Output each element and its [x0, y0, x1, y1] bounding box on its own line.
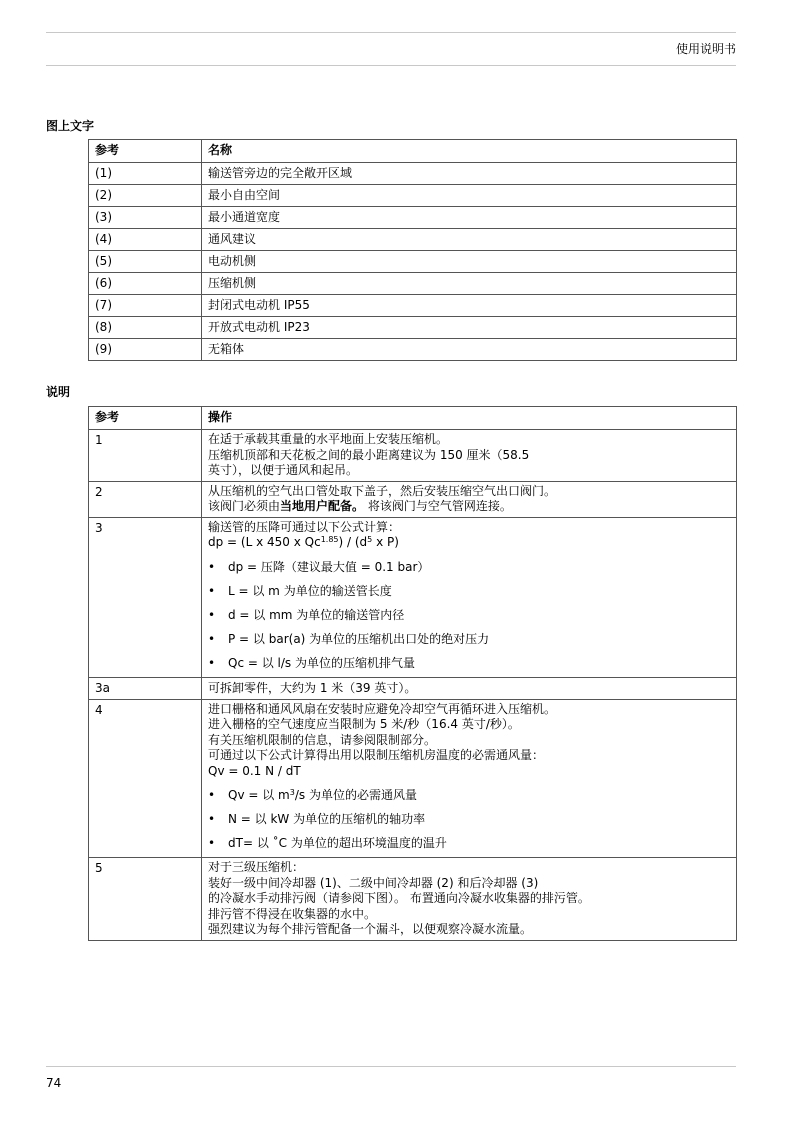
legend-table	[88, 139, 737, 361]
list-item-text: P = 以 bar(a) 为单位的压缩机出口处的绝对压力	[228, 631, 490, 646]
bullet-icon: •	[208, 583, 216, 598]
note-line: 强烈建议为每个排污管配备一个漏斗，以便观察冷凝水流量。	[208, 922, 533, 936]
table-row	[89, 430, 737, 482]
note-text	[202, 481, 737, 517]
formula: Qv = 0.1 N / dT	[208, 763, 301, 778]
table-row	[89, 699, 737, 858]
legend-ref: (6)	[89, 273, 202, 295]
table-row	[89, 273, 737, 295]
legend-section-title: 图上文字	[46, 119, 95, 133]
list-item-text: dp = 压降（建议最大值 = 0.1 bar）	[228, 559, 430, 574]
formula-superscript: 5	[367, 535, 373, 544]
legend-ref: (8)	[89, 317, 202, 339]
note-line: 进入栅格的空气速度应当限制为 5 米/秒（16.4 英寸/秒）。	[208, 717, 520, 731]
bullet-icon: •	[208, 788, 216, 802]
legend-ref: (9)	[89, 339, 202, 361]
legend-ref: (7)	[89, 295, 202, 317]
note-line: 从压缩机的空气出口管处取下盖子，然后安装压缩空气出口阀门。	[208, 483, 557, 498]
notes-table	[88, 406, 737, 941]
legend-ref: (4)	[89, 229, 202, 251]
note-line: 在适于承载其重量的水平地面上安装压缩机。	[208, 432, 449, 446]
table-row	[89, 185, 737, 207]
bullet-icon: •	[208, 836, 216, 850]
note-line-post: 将该阀门与空气管网连接。	[364, 499, 512, 513]
formula-part: ) / (d	[338, 535, 368, 549]
legend-name: 开放式电动机 IP23	[202, 317, 737, 339]
header-rule-bottom	[46, 65, 736, 66]
note-line: 有关压缩机限制的信息，请参阅限制部分。	[208, 732, 437, 747]
notes-section-title: 说明	[46, 385, 71, 399]
list-item	[208, 560, 730, 575]
note-ref: 5	[89, 858, 202, 941]
legend-name: 压缩机侧	[202, 273, 737, 295]
note-line: 排污管不得浸在收集器的水中。	[208, 906, 377, 921]
note-text	[202, 430, 737, 482]
bullet-icon: •	[208, 631, 216, 646]
note-line: 装好一级中间冷却器 (1)、二级中间冷却器 (2) 和后冷却器 (3)	[208, 875, 539, 890]
note-line: 英寸），以便于通风和起吊。	[208, 463, 359, 477]
legend-col-ref: 参考	[89, 140, 202, 163]
bullet-icon: •	[208, 655, 216, 670]
list-item	[208, 656, 730, 671]
table-row	[89, 339, 737, 361]
note-text	[202, 699, 737, 858]
list-item	[208, 812, 730, 827]
bullet-icon: •	[208, 559, 216, 574]
note-line: 压缩机顶部和天花板之间的最小距离建议为 150 厘米（58.5	[208, 447, 530, 462]
table-row	[89, 207, 737, 229]
note-ref: 1	[89, 430, 202, 482]
table-row	[89, 517, 737, 677]
table-row	[89, 677, 737, 699]
legend-header-row	[89, 140, 737, 163]
note-ref: 3a	[89, 677, 202, 699]
table-row	[89, 229, 737, 251]
list-item	[208, 788, 730, 803]
superscript: 3	[289, 788, 295, 797]
list-item-text: dT= 以 ˚C 为单位的超出环境温度的温升	[228, 836, 447, 850]
note-line: 进口栅格和通风风扇在安装时应避免冷却空气再循环进入压缩机。	[208, 701, 557, 716]
note-text: 可拆卸零件，大约为 1 米（39 英寸）。	[202, 677, 737, 699]
note-text	[202, 517, 737, 677]
notes-col-action: 操作	[202, 407, 737, 430]
list-item	[208, 608, 730, 623]
list-item	[208, 584, 730, 599]
legend-col-name: 名称	[202, 140, 737, 163]
notes-col-ref: 参考	[89, 407, 202, 430]
legend-ref: (3)	[89, 207, 202, 229]
note-line	[208, 499, 730, 515]
list-item-part: Qv = 以 m	[228, 788, 290, 802]
formula-part: x P)	[372, 535, 399, 549]
legend-name: 无箱体	[202, 339, 737, 361]
header-rule-top	[46, 32, 736, 33]
list-item	[208, 836, 730, 851]
list-item-text: N = 以 kW 为单位的压缩机的轴功率	[228, 812, 426, 826]
legend-name: 最小通道宽度	[202, 207, 737, 229]
formula	[208, 535, 730, 551]
legend-name: 通风建议	[202, 229, 737, 251]
note-line: 可通过以下公式计算得出用以限制压缩机房温度的必需通风量：	[208, 748, 545, 762]
note-ref: 3	[89, 517, 202, 677]
note-line-pre: 该阀门必须由	[208, 499, 281, 513]
note-line-bold: 当地用户配备。	[280, 499, 365, 513]
list-item-text: Qc = 以 l/s 为单位的压缩机排气量	[228, 655, 415, 670]
note-text	[202, 858, 737, 941]
formula-part: dp = (L x 450 x Qc	[208, 535, 321, 549]
footer-rule	[46, 1066, 736, 1067]
note-line: 的冷凝水手动排污阀（请参阅下图）。 布置通向冷凝水收集器的排污管。	[208, 891, 590, 905]
legend-name: 最小自由空间	[202, 185, 737, 207]
list-item-text: d = 以 mm 为单位的输送管内径	[228, 607, 405, 622]
table-row	[89, 858, 737, 941]
legend-ref: (2)	[89, 185, 202, 207]
table-row	[89, 251, 737, 273]
table-row	[89, 295, 737, 317]
note-line: 输送管的压降可通过以下公式计算：	[208, 519, 401, 534]
list-item-text	[228, 788, 417, 803]
list-item-text: L = 以 m 为单位的输送管长度	[228, 583, 392, 598]
legend-ref: (1)	[89, 163, 202, 185]
notes-header-row	[89, 407, 737, 430]
list-item	[208, 632, 730, 647]
list-item-part: /s 为单位的必需通风量	[294, 788, 417, 802]
legend-name: 封闭式电动机 IP55	[202, 295, 737, 317]
formula-superscript: 1.85	[320, 535, 339, 544]
legend-ref: (5)	[89, 251, 202, 273]
table-row	[89, 481, 737, 517]
table-row	[89, 163, 737, 185]
note-ref: 4	[89, 699, 202, 858]
note-ref: 2	[89, 481, 202, 517]
bullet-icon: •	[208, 812, 216, 826]
page-number: 74	[46, 1076, 62, 1090]
bullet-icon: •	[208, 607, 216, 622]
legend-name: 输送管旁边的完全敞开区域	[202, 163, 737, 185]
note-line: 对于三级压缩机：	[208, 860, 305, 874]
legend-name: 电动机侧	[202, 251, 737, 273]
table-row	[89, 317, 737, 339]
document-title: 使用说明书	[675, 42, 736, 56]
